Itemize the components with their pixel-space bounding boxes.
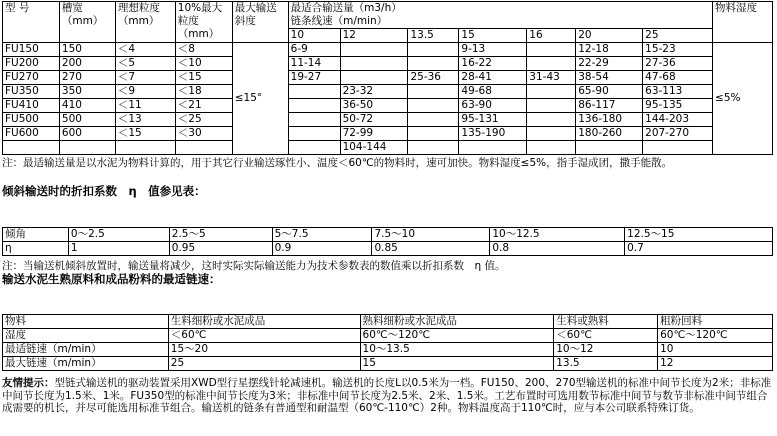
header-type: 型 号 <box>3 2 60 43</box>
speed-value: 13.5 <box>408 29 459 43</box>
capacity-cell: 27-36 <box>643 57 713 71</box>
main-parameter-table <box>2 1 773 155</box>
table-row <box>3 357 773 371</box>
tilt-factor-table <box>2 227 773 256</box>
capacity-cell <box>288 113 340 127</box>
speed-cell: 12 <box>658 357 773 371</box>
max-size-cell: ＜18 <box>175 85 232 99</box>
capacity-cell: 16-22 <box>459 57 527 71</box>
max-size-cell: ＜15 <box>175 71 232 85</box>
table-row <box>3 343 773 357</box>
header-cell: 生料细粉或水泥成品 <box>168 315 360 329</box>
capacity-cell <box>527 141 576 155</box>
header-cell: 熟料细粉或水泥成品 <box>360 315 554 329</box>
speed-cell: 10～13.5 <box>360 343 554 357</box>
width-cell: 500 <box>59 113 115 127</box>
capacity-cell: 23-32 <box>340 85 408 99</box>
tilt-eta-cell: 0.7 <box>625 242 773 256</box>
tip-label: 友情提示： <box>2 377 55 389</box>
width-cell: 270 <box>59 71 115 85</box>
empty-cell <box>175 141 232 155</box>
capacity-cell: 65-90 <box>576 85 643 99</box>
speed-cell: 25 <box>168 357 360 371</box>
speed-cell: 13.5 <box>554 357 658 371</box>
header-moisture: 物料湿度 <box>713 2 773 43</box>
width-cell: 150 <box>59 43 115 57</box>
tilt-angle-cell: 5～7.5 <box>272 228 372 242</box>
ideal-size-cell: ＜5 <box>115 57 175 71</box>
ideal-size-cell: ＜13 <box>115 113 175 127</box>
capacity-cell <box>408 127 459 141</box>
speed-cell: 60℃～120℃ <box>360 329 554 343</box>
table-header-row <box>3 315 773 329</box>
capacity-cell <box>408 85 459 99</box>
width-cell: 410 <box>59 99 115 113</box>
header-cell: 物料 <box>3 315 169 329</box>
table-row <box>3 71 773 85</box>
capacity-cell: 36-50 <box>340 99 408 113</box>
model-cell: FU270 <box>3 71 60 85</box>
speed-value: 15 <box>459 29 527 43</box>
capacity-cell: 9-13 <box>459 43 527 57</box>
speed-cell: 60℃～120℃ <box>658 329 773 343</box>
model-cell: FU200 <box>3 57 60 71</box>
capacity-cell <box>408 43 459 57</box>
model-cell: FU500 <box>3 113 60 127</box>
capacity-cell <box>288 85 340 99</box>
header-chain-speed: 链条线速（m/min） <box>288 15 712 29</box>
model-cell: FU600 <box>3 127 60 141</box>
tilt-angle-cell: 12.5～15 <box>625 228 773 242</box>
tilt-eta-label: η <box>3 242 69 256</box>
empty-cell <box>115 141 175 155</box>
speed-cell: ＜60℃ <box>554 329 658 343</box>
model-cell: FU150 <box>3 43 60 57</box>
table-row <box>3 57 773 71</box>
capacity-cell <box>288 99 340 113</box>
ideal-size-cell: ＜9 <box>115 85 175 99</box>
ideal-size-cell: ＜7 <box>115 71 175 85</box>
speed-cell: 15～20 <box>168 343 360 357</box>
capacity-cell <box>459 141 527 155</box>
note-capacity: 注：最适输送量是以水泥为物料计算的，用于其它行业输送琢性小、温度＜60℃的物料时，速可加快。物料湿度≤5%，指手湿成团，撒手能散。 <box>2 157 673 169</box>
angle-cell: ≤15° <box>232 43 288 155</box>
model-cell: FU350 <box>3 85 60 99</box>
ideal-size-cell: ＜11 <box>115 99 175 113</box>
speed-value: 20 <box>576 29 643 43</box>
speed-value: 10 <box>288 29 340 43</box>
capacity-cell: 50-72 <box>340 113 408 127</box>
capacity-cell: 6-9 <box>288 43 340 57</box>
max-size-cell: ＜10 <box>175 57 232 71</box>
capacity-cell <box>527 127 576 141</box>
capacity-cell <box>408 113 459 127</box>
speed-cell: 15 <box>360 357 554 371</box>
speed-cell: 湿度 <box>3 329 169 343</box>
capacity-cell: 49-68 <box>459 85 527 99</box>
capacity-cell: 180-260 <box>576 127 643 141</box>
table-row <box>3 43 773 57</box>
width-cell: 600 <box>59 127 115 141</box>
tilt-angle-cell: 2.5～5 <box>169 228 272 242</box>
header-max-angle: 最大输送斜度 <box>232 2 288 43</box>
capacity-cell <box>288 141 340 155</box>
capacity-cell <box>527 57 576 71</box>
table-row <box>3 85 773 99</box>
capacity-cell: 95-135 <box>643 99 713 113</box>
table-row <box>3 141 773 155</box>
friendly-tip <box>2 377 772 415</box>
speed-value: 25 <box>643 29 713 43</box>
capacity-cell: 72-99 <box>340 127 408 141</box>
capacity-cell: 86-117 <box>576 99 643 113</box>
capacity-cell <box>340 71 408 85</box>
capacity-cell: 11-14 <box>288 57 340 71</box>
capacity-cell: 22-29 <box>576 57 643 71</box>
tilt-eta-cell: 0.9 <box>272 242 372 256</box>
ideal-size-cell: ＜15 <box>115 127 175 141</box>
max-size-cell: ＜8 <box>175 43 232 57</box>
chain-speed-table <box>2 314 773 371</box>
capacity-cell <box>340 43 408 57</box>
moisture-cell: ≤5% <box>713 43 773 155</box>
speed-cell: 最适链速（m/min） <box>3 343 169 357</box>
capacity-cell: 12-18 <box>576 43 643 57</box>
speed-value: 12 <box>340 29 408 43</box>
capacity-cell: 15-23 <box>643 43 713 57</box>
header-ideal-size: 理想粒度（mm） <box>115 2 175 43</box>
tip-text: 型链式输送机的驱动装置采用XWD型行星摆线针轮减速机。输送机的长度L以0.5米为一档。FU150、200、270型输送机的标准中间节长度为2米；非标准中间节长度为1.5米、1米。FU350型的标准中间节长度为3米；非标准中间节长度为2.5米、2米、1.5米。工艺布置时可选用数节标准中间节与数节非标准中间节组合成需要的机长，并尽可能选用标准节组合。输送机的链条有普通型和耐温型（60℃-110℃）2种。物料温度高于110℃时，应与本公司联系特殊订货。 <box>2 377 772 414</box>
tilt-eta-cell: 0.8 <box>490 242 625 256</box>
capacity-cell <box>527 113 576 127</box>
capacity-cell: 63-113 <box>643 85 713 99</box>
table-row <box>3 329 773 343</box>
width-cell: 350 <box>59 85 115 99</box>
table-row <box>3 127 773 141</box>
ideal-size-cell: ＜4 <box>115 43 175 57</box>
capacity-cell: 135-190 <box>459 127 527 141</box>
tilt-eta-cell: 1 <box>68 242 169 256</box>
capacity-cell <box>408 99 459 113</box>
capacity-cell: 28-41 <box>459 71 527 85</box>
empty-cell <box>59 141 115 155</box>
capacity-cell <box>527 85 576 99</box>
capacity-cell: 144-203 <box>643 113 713 127</box>
empty-cell <box>3 141 60 155</box>
capacity-cell: 25-36 <box>408 71 459 85</box>
tilt-eta-cell: 0.85 <box>372 242 490 256</box>
table-row <box>3 113 773 127</box>
tilt-angle-label: 倾角 <box>3 228 69 242</box>
heading-chain-speed: 输送水泥生熟原料和成品粉料的最适链速： <box>2 272 221 286</box>
capacity-cell: 95-131 <box>459 113 527 127</box>
capacity-cell: 38-54 <box>576 71 643 85</box>
capacity-cell <box>576 141 643 155</box>
tilt-angle-cell: 7.5～10 <box>372 228 490 242</box>
tilt-angle-cell: 10～12.5 <box>490 228 625 242</box>
capacity-cell <box>288 127 340 141</box>
capacity-cell <box>408 141 459 155</box>
header-cell: 粗粉回料 <box>658 315 773 329</box>
max-size-cell: ＜25 <box>175 113 232 127</box>
model-cell: FU410 <box>3 99 60 113</box>
header-max-size: 10%最大粒度（mm） <box>175 2 232 43</box>
table-row <box>3 99 773 113</box>
heading-tilt-factor: 倾斜输送时的折扣系数 η 值参见表： <box>2 184 206 198</box>
tilt-eta-cell: 0.95 <box>169 242 272 256</box>
capacity-cell: 19-27 <box>288 71 340 85</box>
speed-cell: ＜60℃ <box>168 329 360 343</box>
capacity-cell: 63-90 <box>459 99 527 113</box>
speed-cell: 10～12 <box>554 343 658 357</box>
tilt-angle-cell: 0～2.5 <box>68 228 169 242</box>
capacity-cell: 47-68 <box>643 71 713 85</box>
speed-value: 16 <box>527 29 576 43</box>
capacity-cell <box>408 57 459 71</box>
capacity-cell: 104-144 <box>340 141 408 155</box>
header-width: 槽宽（mm） <box>59 2 115 43</box>
capacity-cell <box>527 99 576 113</box>
max-size-cell: ＜30 <box>175 127 232 141</box>
header-cell: 生料或熟料 <box>554 315 658 329</box>
capacity-cell: 136-180 <box>576 113 643 127</box>
header-capacity: 最适合输送量（m3/h） <box>288 2 712 16</box>
capacity-cell: 31-43 <box>527 71 576 85</box>
capacity-cell <box>340 57 408 71</box>
speed-cell: 最大链速（m/min） <box>3 357 169 371</box>
capacity-cell: 207-270 <box>643 127 713 141</box>
capacity-cell <box>527 43 576 57</box>
speed-cell: 10 <box>658 343 773 357</box>
capacity-cell <box>643 141 713 155</box>
max-size-cell: ＜21 <box>175 99 232 113</box>
note-tilt: 注：当输送机倾斜放置时，输送量将减少，这时实际实际输送能力为技术参数表的数值乘以折扣系数 η 值。 <box>2 260 506 272</box>
width-cell: 200 <box>59 57 115 71</box>
